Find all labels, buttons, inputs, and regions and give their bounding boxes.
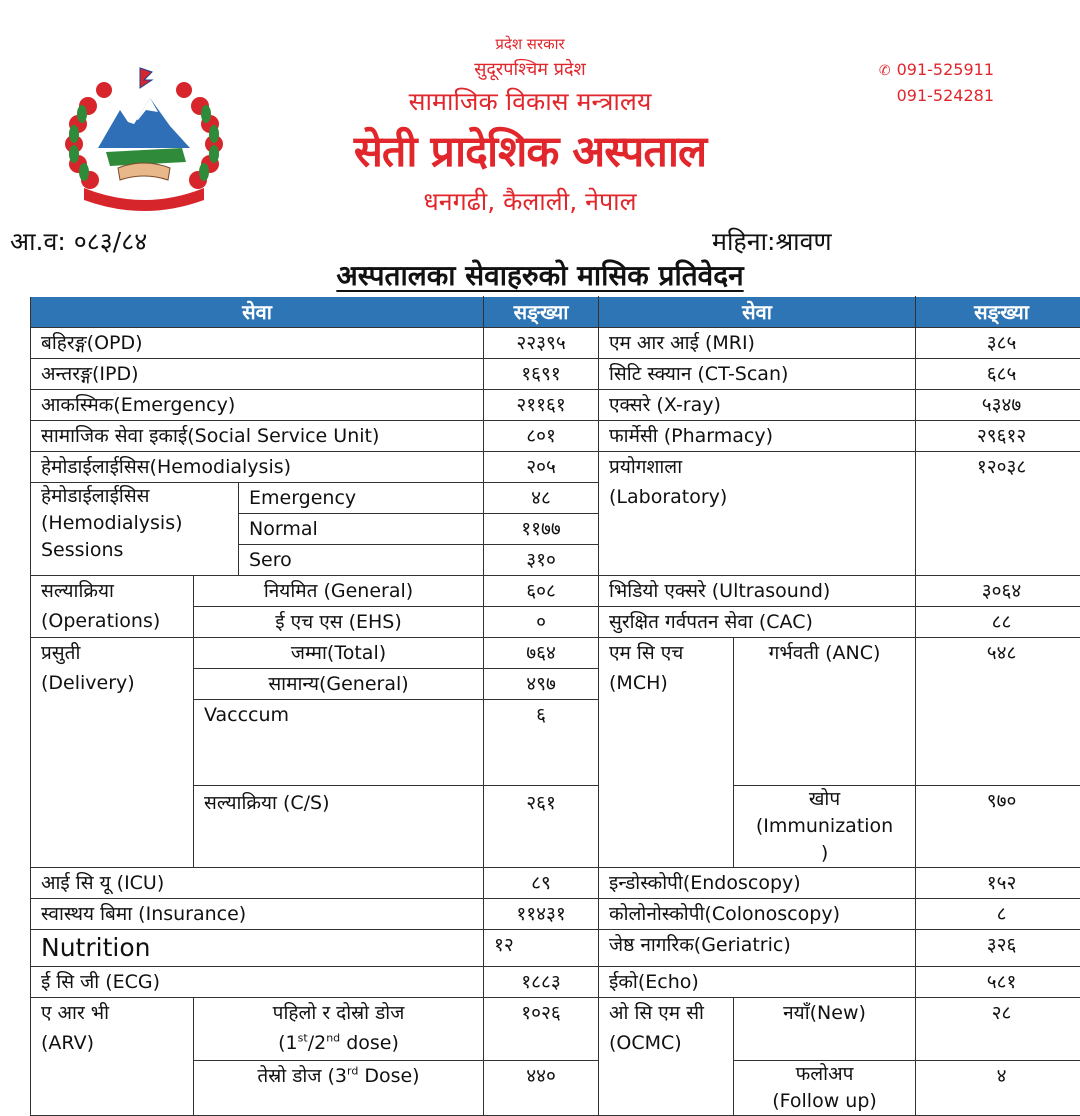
header-province-name: सुदूरपश्चिम प्रदेश <box>300 57 760 81</box>
arv-label <box>31 998 194 1116</box>
ocmc-followup-value: ४ <box>916 1061 1080 1116</box>
report-title-container <box>0 256 1080 294</box>
hemo-sessions-en: (Hemodialysis) <box>41 510 228 537</box>
operations-general-label: नियमित (General) <box>194 576 484 607</box>
arv-dose3-pre: तेस्रो डोज (3 <box>257 1065 347 1087</box>
arv-dose12-st: st <box>298 1032 308 1045</box>
nutrition-label: Nutrition <box>31 930 484 967</box>
endoscopy-label: इन्डोस्कोपी(Endoscopy) <box>599 868 916 899</box>
arv-dose12-nd: nd <box>326 1032 340 1045</box>
hospital-name: सेती प्रादेशिक अस्पताल <box>300 120 760 179</box>
hemo-sessions-np: हेमोडाईलाईसिस <box>41 483 228 510</box>
operations-label <box>31 576 194 638</box>
icu-value: ८९ <box>484 868 599 899</box>
nepal-emblem-icon <box>58 66 230 216</box>
hemodialysis-value: २०५ <box>484 452 599 483</box>
opd-value: २२३९५ <box>484 328 599 359</box>
immunization-close: ) <box>744 840 905 867</box>
table-header-row <box>31 297 1080 328</box>
table-row <box>31 998 1080 1061</box>
ocmc-label-np: ओ सि एम सी <box>609 998 723 1028</box>
hemo-sessions-word: Sessions <box>41 537 228 564</box>
geriatric-label: जेष्ठ नागरिक(Geriatric) <box>599 930 916 967</box>
arv-dose12-open: ( <box>278 1032 285 1054</box>
pharmacy-label: फार्मेसी (Pharmacy) <box>599 421 916 452</box>
table-row <box>31 638 1080 669</box>
ocmc-new-label: नयाँ(New) <box>734 998 916 1061</box>
colonoscopy-value: ८ <box>916 899 1080 930</box>
arv-dose12-en <box>204 1028 473 1058</box>
pharmacy-value: २९६१२ <box>916 421 1080 452</box>
geriatric-value: ३२६ <box>916 930 1080 967</box>
cac-value: ८८ <box>916 607 1080 638</box>
table-row <box>31 868 1080 899</box>
table-row <box>31 421 1080 452</box>
header-province-government: प्रदेश सरकार <box>300 34 760 54</box>
social-service-value: ८०१ <box>484 421 599 452</box>
ipd-label: अन्तरङ्ग(IPD) <box>31 359 484 390</box>
immunization-en: (Immunization <box>744 813 905 840</box>
mch-anc-label: गर्भवती (ANC) <box>734 638 916 786</box>
ocmc-new-value: २८ <box>916 998 1080 1061</box>
mri-value: ३८५ <box>916 328 1080 359</box>
social-service-label: सामाजिक सेवा इकाई(Social Service Unit) <box>31 421 484 452</box>
header-ministry: सामाजिक विकास मन्त्रालय <box>300 84 760 118</box>
endoscopy-value: १५२ <box>916 868 1080 899</box>
ocmc-followup-label <box>734 1061 916 1116</box>
ct-value: ६८५ <box>916 359 1080 390</box>
table-row <box>31 899 1080 930</box>
header-service-right: सेवा <box>599 297 916 328</box>
delivery-general-value: ४९७ <box>484 669 599 700</box>
echo-label: ईको(Echo) <box>599 967 916 998</box>
ultrasound-label: भिडियो एक्सरे (Ultrasound) <box>599 576 916 607</box>
xray-value: ५३४७ <box>916 390 1080 421</box>
table-row <box>31 452 1080 483</box>
delivery-label-en: (Delivery) <box>41 668 183 698</box>
hemo-normal-value: ११७७ <box>484 514 599 545</box>
laboratory-label-en: (Laboratory) <box>609 482 905 512</box>
fiscal-year: आ.व: ०८३/८४ <box>10 224 147 258</box>
table-row <box>31 359 1080 390</box>
hemo-emergency-value: ४८ <box>484 483 599 514</box>
ct-label: सिटि स्क्यान (CT-Scan) <box>599 359 916 390</box>
phone-number-1[interactable] <box>879 60 994 79</box>
operations-ehs-label: ई एच एस (EHS) <box>194 607 484 638</box>
colonoscopy-label: कोलोनोस्कोपी(Colonoscopy) <box>599 899 916 930</box>
delivery-total-label: जम्मा(Total) <box>194 638 484 669</box>
mch-label <box>599 638 734 868</box>
delivery-label <box>31 638 194 868</box>
laboratory-value: १२०३८ <box>916 452 1080 576</box>
hemo-sero-value: ३१० <box>484 545 599 576</box>
delivery-general-label: सामान्य(General) <box>194 669 484 700</box>
mch-immunization-value: ९७० <box>916 786 1080 868</box>
xray-label: एक्सरे (X-ray) <box>599 390 916 421</box>
operations-label-en: (Operations) <box>41 606 183 636</box>
arv-label-np: ए आर भी <box>41 998 183 1028</box>
arv-label-en: (ARV) <box>41 1028 183 1058</box>
phone-number-2[interactable] <box>897 86 994 105</box>
delivery-label-np: प्रसुती <box>41 638 183 668</box>
hemodialysis-label: हेमोडाईलाईसिस(Hemodialysis) <box>31 452 484 483</box>
insurance-value: ११४३१ <box>484 899 599 930</box>
delivery-vaccum-label: Vacccum <box>194 700 484 786</box>
operations-label-np: सल्याक्रिया <box>41 576 183 606</box>
followup-np: फलोअप <box>744 1061 905 1088</box>
ultrasound-value: ३०६४ <box>916 576 1080 607</box>
opd-label: बहिरङ्ग(OPD) <box>31 328 484 359</box>
report-month: महिना:श्रावण <box>712 224 832 258</box>
arv-dose12-label <box>194 998 484 1061</box>
hemodialysis-sessions-label <box>31 483 239 576</box>
table-row <box>31 930 1080 967</box>
header-count-right: सङ्ख्या <box>916 297 1080 328</box>
mch-anc-value: ५४८ <box>916 638 1080 786</box>
mch-immunization-label <box>734 786 916 868</box>
delivery-cs-label: सल्याक्रिया (C/S) <box>194 786 484 868</box>
ocmc-label <box>599 998 734 1116</box>
icu-label: आई सि यू (ICU) <box>31 868 484 899</box>
phone-icon: ✆ <box>879 63 891 79</box>
insurance-label: स्वास्थय बिमा (Insurance) <box>31 899 484 930</box>
ecg-value: १८८३ <box>484 967 599 998</box>
arv-dose12-value: १०२६ <box>484 998 599 1061</box>
emergency-value: २११६१ <box>484 390 599 421</box>
ocmc-label-en: (OCMC) <box>609 1028 723 1058</box>
hemo-sero-label: Sero <box>239 545 484 576</box>
nutrition-value: १२ <box>484 930 599 967</box>
operations-ehs-value: ० <box>484 607 599 638</box>
mch-label-np: एम सि एच <box>609 638 723 668</box>
arv-dose12-sep: /2 <box>308 1032 327 1054</box>
delivery-total-value: ७६४ <box>484 638 599 669</box>
arv-dose3-tail: Dose) <box>358 1065 419 1087</box>
arv-dose3-label <box>194 1061 484 1116</box>
ipd-value: १६९१ <box>484 359 599 390</box>
report-title: अस्पतालका सेवाहरुको मासिक प्रतिवेदन <box>336 259 743 292</box>
phone-number-2-text: 091-524281 <box>897 86 994 105</box>
arv-dose12-tail: dose) <box>340 1032 399 1054</box>
hospital-address: धनगढी, कैलाली, नेपाल <box>300 184 760 218</box>
arv-dose12-1: 1 <box>286 1032 298 1054</box>
arv-dose3-value: ४४० <box>484 1061 599 1116</box>
table-row <box>31 967 1080 998</box>
followup-en: (Follow up) <box>744 1088 905 1115</box>
hemo-normal-label: Normal <box>239 514 484 545</box>
phone-number-1-text: 091-525911 <box>897 60 994 79</box>
table-row <box>31 576 1080 607</box>
header-count-left: सङ्ख्या <box>484 297 599 328</box>
table-row <box>31 390 1080 421</box>
arv-dose12-np: पहिलो र दोस्रो डोज <box>204 998 473 1028</box>
emergency-label: आकस्मिक(Emergency) <box>31 390 484 421</box>
immunization-np: खोप <box>744 786 905 813</box>
delivery-cs-value: २६१ <box>484 786 599 868</box>
arv-dose3-rd: rd <box>347 1065 358 1078</box>
mch-label-en: (MCH) <box>609 668 723 698</box>
operations-general-value: ६०८ <box>484 576 599 607</box>
laboratory-label-np: प्रयोगशाला <box>609 452 905 482</box>
laboratory-label <box>599 452 916 576</box>
delivery-vaccum-value: ६ <box>484 700 599 786</box>
ecg-label: ई सि जी (ECG) <box>31 967 484 998</box>
table-row <box>31 328 1080 359</box>
cac-label: सुरक्षित गर्वपतन सेवा (CAC) <box>599 607 916 638</box>
mri-label: एम आर आई (MRI) <box>599 328 916 359</box>
report-table <box>30 296 1080 1116</box>
echo-value: ५८१ <box>916 967 1080 998</box>
hemo-emergency-label: Emergency <box>239 483 484 514</box>
header-service-left: सेवा <box>31 297 484 328</box>
